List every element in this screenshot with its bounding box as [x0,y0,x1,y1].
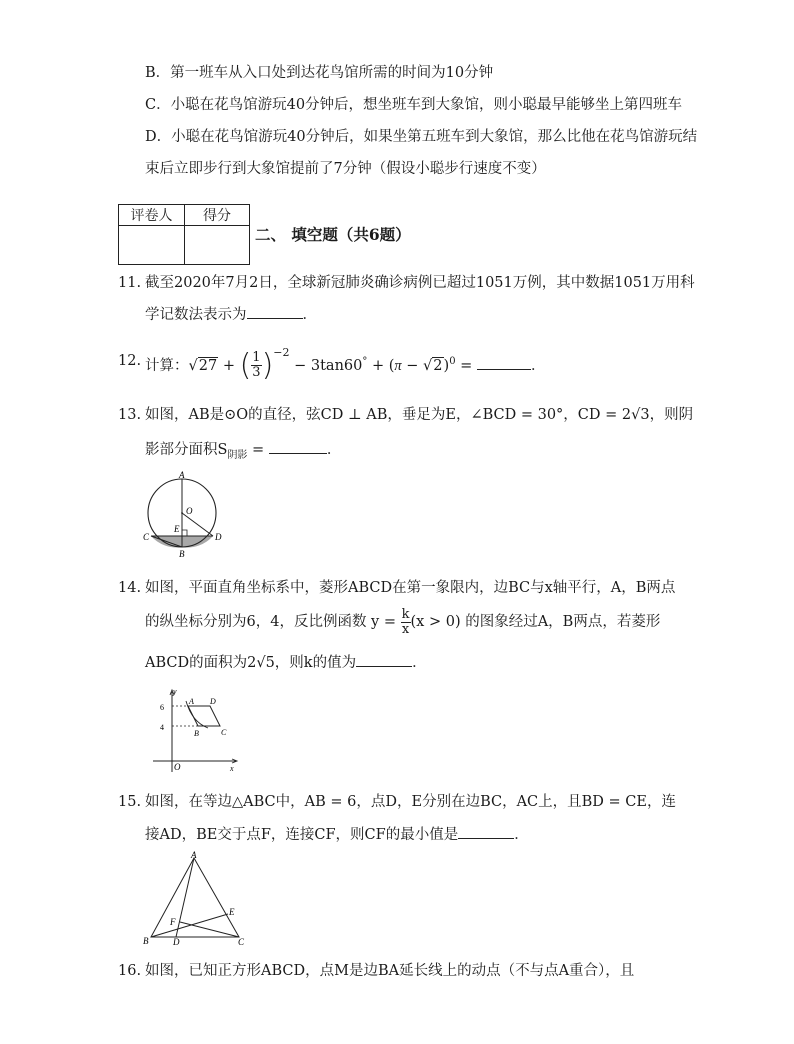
option-d-line1: D．小聪在花鸟馆游玩40分钟后，如果坐第五班车到大象馆，那么比他在花鸟馆游玩结 [145,129,698,145]
q15-number: 15. [118,794,142,810]
q14-label-a: A [189,697,194,706]
q15-line1: 如图，在等边△ABC中，AB = 6，点D，E分别在边BC，AC上，且BD = CE，连 [145,794,676,810]
q11-line2-text: 学记数法表示为 [145,307,247,323]
q13-circle-figure [140,470,230,560]
q13-line2: 影部分面积$S_{阴影}$ = ． [145,439,341,466]
q13-label-d: D [215,532,222,542]
q12-fraction: $\frac{1}{3}$ [252,350,261,381]
q13-answer-blank[interactable] [269,439,327,454]
q15-label-e: E [229,907,235,917]
q15-triangle-figure [140,852,250,948]
q14-answer-blank[interactable] [356,652,412,667]
q14-label-o: O [174,762,181,772]
score-cell[interactable] [185,226,250,265]
score-header: 得分 [185,205,250,226]
q16-line1: 如图，已知正方形ABCD，点M是边BA延长线上的动点（不与点A重合），且 [145,963,635,979]
q15-label-d: D [173,937,180,947]
option-d-line2: 束后立即步行到大象馆提前了7分钟（假设小聪步行速度不变） [145,161,546,177]
q12-answer-blank[interactable] [477,355,531,370]
q12-formula: 计算：√27 + ( $\frac{1}{3}$ )$^{-2} - 3\tan 60^\circ + (\pi - √2)^0$ = ． [145,346,546,383]
q11-line1: 截至2020年7月2日，全球新冠肺炎确诊病例已超过1051万例，其中数据1051万用科 [145,275,695,291]
q14-label-b: B [194,729,199,738]
score-table [118,204,250,265]
q14-coordinate-figure [150,688,240,776]
q14-label-x: x [230,764,234,773]
q15-line2: 接AD，BE交于点F，连接CF，则CF的最小值是 ． [145,824,529,845]
q14-label-6: 6 [160,703,164,712]
q15-label-c: C [238,937,245,947]
q13-label-o: O [186,506,193,516]
q14-label-y: y [173,687,177,696]
q14-line2: 的纵坐标分别为6，4，反比例函数 y = $\frac{k}{x}$ (x > 0) 的图象经过A，B两点，若菱形 [145,606,661,637]
q12-number: 12. [118,353,142,369]
q11-answer-blank[interactable] [247,304,303,319]
q15-label-f: F [170,917,176,927]
q15-label-a: A [191,850,197,860]
q14-fraction: $\frac{k}{x}$ [401,606,410,637]
q13-line1: 如图，AB是⊙O的直径，弦CD ⊥ AB，垂足为E，∠BCD = 30°，CD = 2√3，则阴 [145,407,694,423]
option-c: C．小聪在花鸟馆游玩40分钟后，想坐班车到大象馆，则小聪最早能够坐上第四班车 [145,97,683,113]
q13-label-e: E [174,524,180,534]
q16-number: 16. [118,963,142,979]
q13-label-a: A [179,470,185,480]
q15-answer-blank[interactable] [458,824,514,839]
q14-line1: 如图，平面直角坐标系中，菱形ABCD在第一象限内，边BC与x轴平行，A，B两点 [145,580,676,596]
q12-tan: − 3tan60 [289,357,363,374]
grader-cell[interactable] [119,226,185,265]
q11-line2 [145,304,317,325]
q11-number: 11. [118,275,142,291]
q14-number: 14. [118,580,142,596]
q12-label: 计算： [145,357,189,374]
q15-label-b: B [143,936,149,946]
q14-label-d: D [210,697,216,706]
q12-sqrt27: 27 [198,357,218,374]
q11-period: ． [302,307,317,323]
q14-label-c: C [221,728,227,737]
option-b: B．第一班车从入口处到达花鸟馆所需的时间为10分钟 [145,65,494,81]
grader-header: 评卷人 [119,205,185,226]
q14-label-4: 4 [160,723,164,732]
section-title: 二、 填空题（共6题） [255,225,411,244]
q13-number: 13. [118,407,142,423]
q14-line3: ABCD的面积为2√5，则k的值为 ． [145,652,427,673]
q13-label-c: C [143,532,150,542]
q13-label-b: B [179,549,185,559]
q12-exponent: −2 [273,346,290,359]
